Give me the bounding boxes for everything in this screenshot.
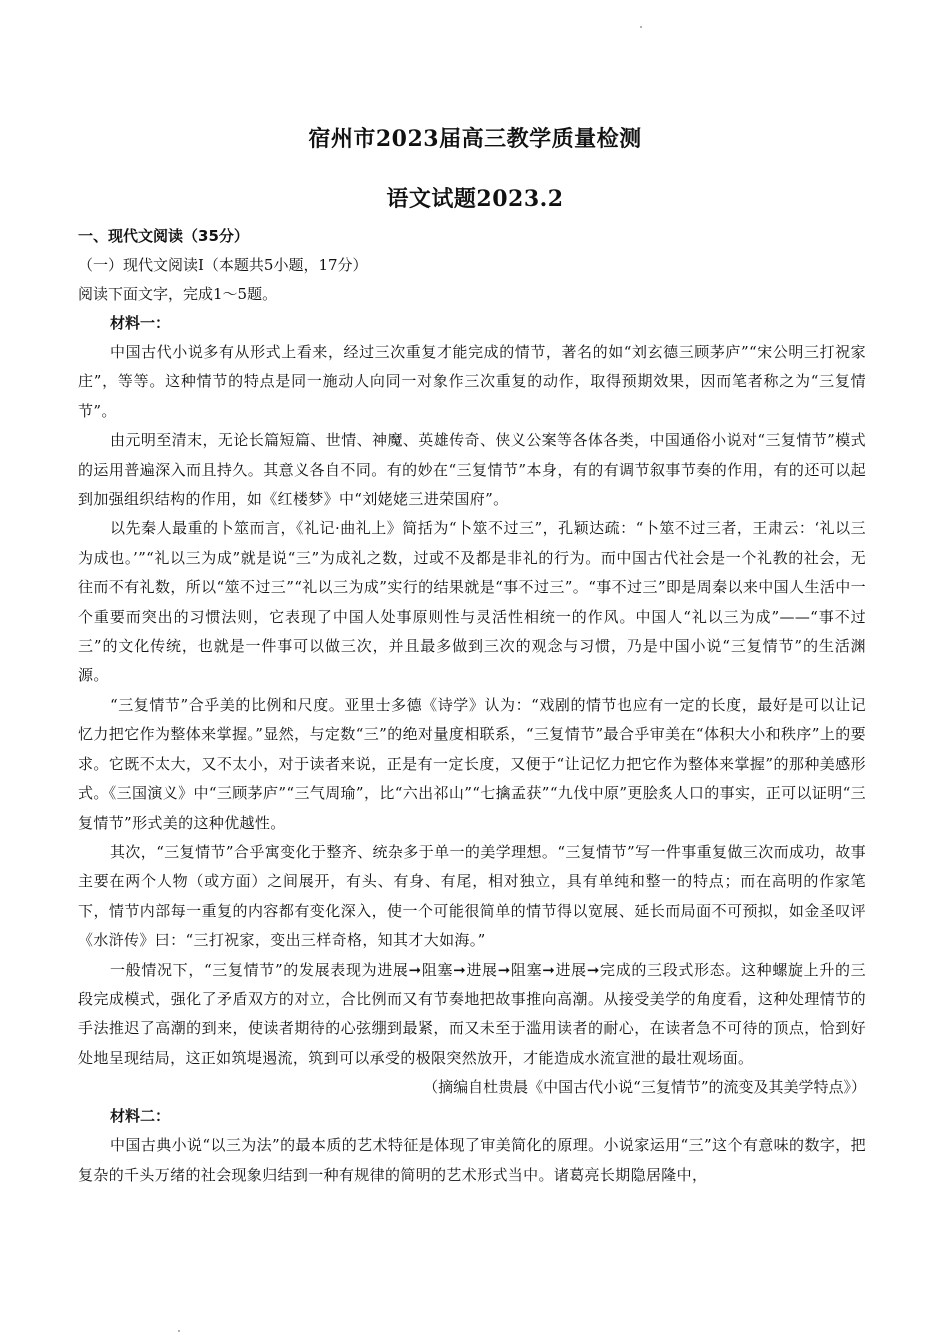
material2-heading: 材料二： <box>110 1107 171 1126</box>
material1-paragraph: “三复情节”合乎美的比例和尺度。亚里士多德《诗学》认为：“戏剧的情节也应有一定的长度，最好是可以让记忆力把它作为整体来掌握。”显然，与定数“三”的绝对量度相联系，“三复情节”最合乎审美在“体积大小和秩序”上的要求。它既不太大，又不太小，对于读者来说，正是有一定长度，又便于“让记忆力把它作为整体来掌握”的那种美感形式。《三国演义》中“三顾茅庐”“三气周瑜”，比“六出祁山”“七擒孟获”“九伐中原”更脍炙人口的事实，正可以证明“三复情节”形式美的这种优越性。 <box>78 695 866 832</box>
document-title: 宿州市2023届高三教学质量检测 <box>308 126 642 152</box>
instruction: 阅读下面文字，完成1～5题。 <box>78 285 278 303</box>
scan-speck <box>178 1330 180 1332</box>
scan-speck <box>640 26 642 28</box>
section-subheading: （一）现代文阅读Ⅰ（本题共5小题，17分） <box>78 256 368 274</box>
section-heading: 一、现代文阅读（35分） <box>78 227 249 245</box>
material1-heading: 材料一： <box>110 314 171 332</box>
material2-paragraph: 中国古典小说“以三为法”的最本质的艺术特征是体现了审美简化的原理。小说家运用“三”这个有意味的数字，把复杂的千头万绪的社会现象归结到一种有规律的简明的艺术形式当中。诸葛亮长期隐居隆中， <box>78 1136 866 1184</box>
material1-paragraph: 中国古代小说多有从形式上看来，经过三次重复才能完成的情节，著名的如“刘玄德三顾茅庐”“宋公明三打祝家庄”，等等。这种情节的特点是同一施动人向同一对象作三次重复的动作，取得预期效果，因而笔者称之为“三复情节”。 <box>78 343 866 420</box>
document-body <box>78 222 866 1190</box>
material1-paragraph: 其次，“三复情节”合乎寓变化于整齐、统杂多于单一的美学理想。“三复情节”写一件事重复做三次而成功，故事主要在两个人物（或方面）之间展开，有头、有身、有尾，相对独立，具有单纯和整一的特点；而在高明的作家笔下，情节内部每一重复的内容都有变化深入，使一个可能很简单的情节得以宽展、延长而局面不可预拟，如金圣叹评《水浒传》曰：“三打祝家，变出三样奇格，知其才大如海。” <box>78 842 866 950</box>
document-subtitle: 语文试题2023.2 <box>386 186 564 212</box>
material1-paragraph: 一般情况下，“三复情节”的发展表现为进展➞阻塞➞进展➞阻塞➞进展➞完成的三段式形态。这种螺旋上升的三段完成模式，强化了矛盾双方的对立，合比例而又有节奏地把故事推向高潮。从接受美学的角度看，这种处理情节的手法推迟了高潮的到来，使读者期待的心弦绷到最紧，而又未至于滥用读者的耐心，在读者急不可待的顶点，恰到好处地呈现结局，这正如筑堤遏流，筑到可以承受的极限突然放开，才能造成水流宣泄的最壮观场面。 <box>78 960 866 1067</box>
material1-paragraph: 以先秦人最重的卜筮而言，《礼记·曲礼上》简括为“卜筮不过三”，孔颖达疏：“卜筮不过三者，王肃云：‘礼以三为成也。’”“礼以三为成”就是说“三”为成礼之数，过或不及都是非礼的行为。而中国古代社会是一个礼教的社会，无往而不有礼数，所以“筮不过三”“礼以三为成”实行的结果就是“事不过三”。“事不过三”即是周秦以来中国人生活中一个重要而突出的习惯法则，它表现了中国人处事原则性与灵活性相统一的作风。中国人“礼以三为成”——“事不过三”的文化传统，也就是一件事可以做三次，并且最多做到三次的观念与习惯，乃是中国小说“三复情节”的生活渊源。 <box>78 519 866 685</box>
material1-source: （摘编自杜贵晨《中国古代小说“三复情节”的流变及其美学特点》） <box>423 1078 866 1097</box>
material1-paragraph: 由元明至清末，无论长篇短篇、世情、神魔、英雄传奇、侠义公案等各体各类，中国通俗小说对“三复情节”模式的运用普遍深入而且持久。其意义各自不同。有的妙在“三复情节”本身，有的有调节叙事节奏的作用，有的还可以起到加强组织结构的作用，如《红楼梦》中“刘姥姥三进荣国府”。 <box>78 431 866 509</box>
